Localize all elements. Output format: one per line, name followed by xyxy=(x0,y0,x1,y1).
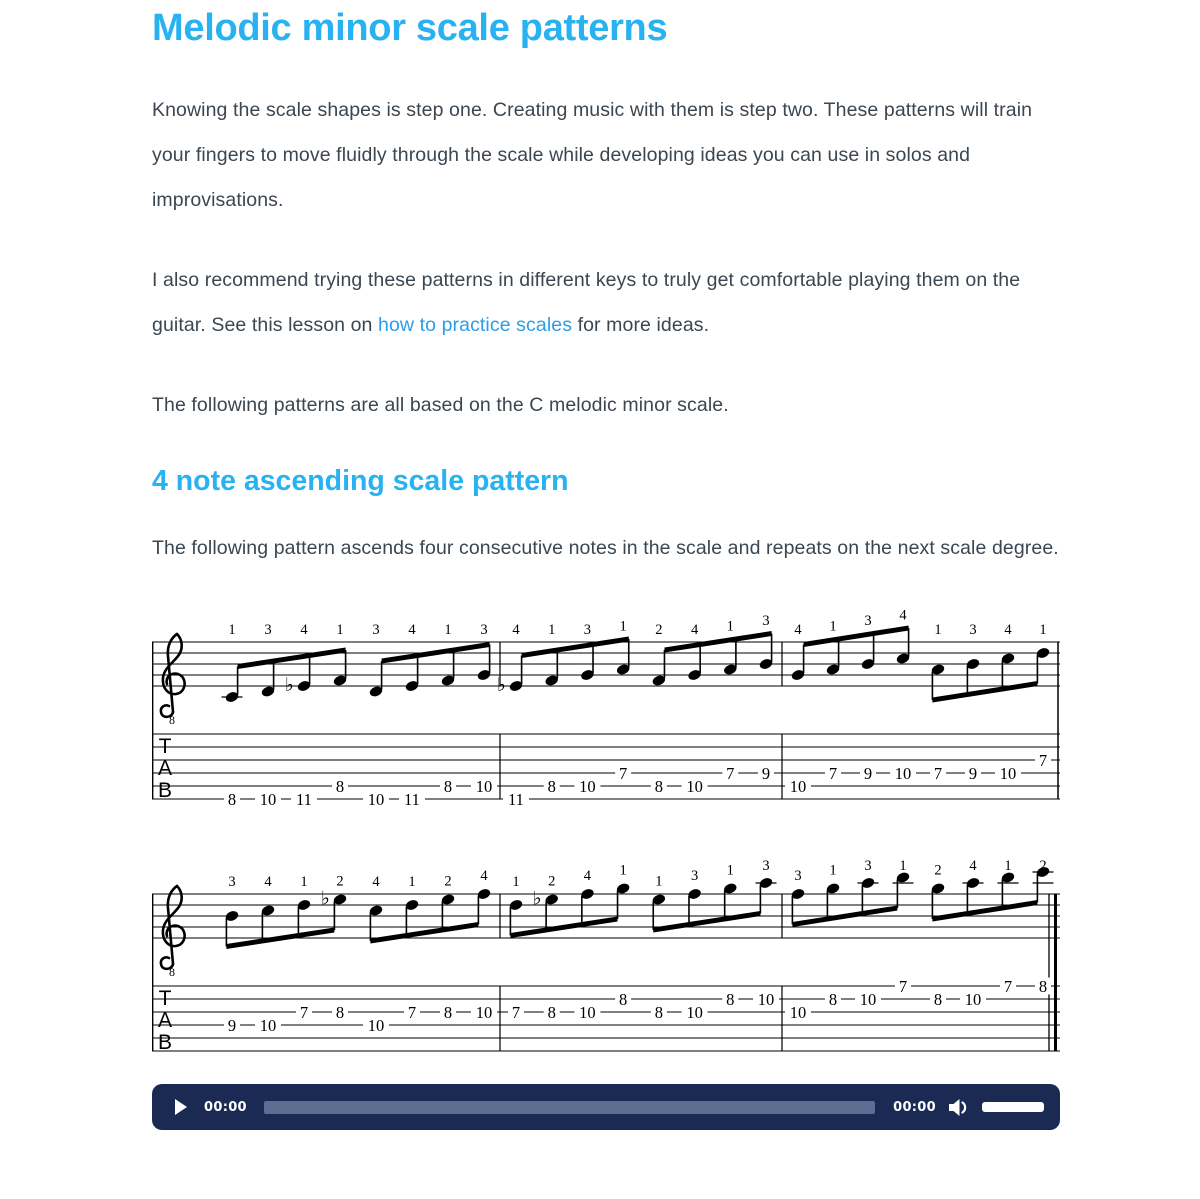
tab-fret-number: 7 xyxy=(299,1002,309,1022)
notation-text: 8 xyxy=(169,965,175,979)
tab-fret-number: 10 xyxy=(964,989,982,1009)
tab-fret-number: 11 xyxy=(508,789,524,809)
tab-fret-number: 10 xyxy=(894,763,912,783)
notation-text: 1 xyxy=(619,862,627,879)
notation-text: 1 xyxy=(1004,858,1012,874)
notation-text: 8 xyxy=(169,713,175,727)
notation-text: 3 xyxy=(762,858,770,874)
tab-fret-number: 7 xyxy=(726,763,735,783)
notation-text: 3 xyxy=(969,622,977,638)
tab-fret-number: 7 xyxy=(828,763,838,783)
elapsed-time: 00:00 xyxy=(204,1099,247,1115)
notation-text: 3 xyxy=(864,858,872,874)
tab-fret-number: 10 xyxy=(475,1002,493,1022)
beam xyxy=(932,681,1037,703)
notation-system-1 xyxy=(152,606,1060,818)
notation-text: 1 xyxy=(655,873,663,890)
notation-text: 2 xyxy=(548,873,556,890)
play-icon xyxy=(174,1098,188,1116)
notation-svg xyxy=(152,858,1060,1065)
tab-fret-number: 10 xyxy=(579,776,596,796)
tab-fret-number: 10 xyxy=(686,776,703,796)
tab-fret-number: 11 xyxy=(404,789,420,809)
notation-text: 4 xyxy=(264,874,272,890)
tab-fret-number: 10 xyxy=(686,1002,703,1022)
tab-fret-number: 7 xyxy=(511,1002,521,1022)
page-title: Melodic minor scale patterns xyxy=(152,7,668,49)
notation-text: 3 xyxy=(864,613,872,629)
tab-fret-number: 10 xyxy=(259,789,277,809)
audio-player xyxy=(152,1084,1060,1130)
tab-fret-number: 7 xyxy=(1003,976,1013,996)
notation-text: 4 xyxy=(899,607,907,624)
notation-text: 2 xyxy=(1039,858,1047,874)
treble-clef-icon xyxy=(163,634,185,712)
beam xyxy=(522,637,629,659)
tab-fret-number: 7 xyxy=(619,763,628,783)
tab-fret-number: 8 xyxy=(443,776,453,796)
intro-paragraph-2 xyxy=(152,258,1060,348)
beam xyxy=(653,911,760,933)
intro-paragraph-1: Knowing the scale shapes is step one. Creating music with them is step two. These patterns will train your fingers to move fluidly through the scale while developing ideas you can use in solos and improvisations. xyxy=(152,99,1033,211)
tab-fret-number: 8 xyxy=(654,1002,663,1022)
tab-fret-number: 10 xyxy=(789,1002,807,1022)
notation-text: 4 xyxy=(969,858,977,874)
practice-scales-link[interactable]: how to practice scales xyxy=(378,314,573,336)
tab-fret-number: 10 xyxy=(367,789,385,809)
tab-fret-number: 9 xyxy=(227,1015,237,1035)
notation-text: 4 xyxy=(372,874,380,890)
notation-text: 3 xyxy=(264,622,272,638)
notation-text: 4 xyxy=(480,868,488,884)
tab-fret-number: 10 xyxy=(859,989,877,1009)
tab-fret-number: 10 xyxy=(367,1015,385,1035)
intro-paragraph-2-after: for more ideas. xyxy=(572,314,710,336)
section-paragraph: The following pattern ascends four consecutive notes in the scale and repeats on the next scale degree. xyxy=(152,537,1059,559)
notation-text: 1 xyxy=(336,622,344,638)
notation-text: 1 xyxy=(228,622,236,638)
notation-text: ♭ xyxy=(321,887,330,910)
notation-text: 1 xyxy=(548,622,556,638)
duration-time: 00:00 xyxy=(893,1099,936,1115)
tab-fret-number: 8 xyxy=(335,776,345,796)
beam xyxy=(804,626,909,648)
tab-fret-number: 9 xyxy=(761,763,771,783)
notation-system-2 xyxy=(152,858,1060,1070)
notation-text: 1 xyxy=(899,858,907,874)
notation-text: 3 xyxy=(690,868,699,884)
tab-fret-number: 8 xyxy=(335,1002,345,1022)
notation-text: 4 xyxy=(512,622,520,638)
speaker-icon xyxy=(949,1098,972,1117)
notation-text: A xyxy=(157,1009,173,1032)
notation-text: 4 xyxy=(690,622,699,638)
seek-bar[interactable] xyxy=(264,1101,875,1114)
notation-text: T xyxy=(158,735,172,758)
notation-text: 3 xyxy=(228,874,236,890)
tab-fret-number: 8 xyxy=(547,1002,556,1022)
tab-fret-number: 8 xyxy=(619,989,628,1009)
volume-icon[interactable] xyxy=(949,1098,972,1117)
tab-fret-number: 7 xyxy=(898,976,908,996)
tab-fret-number: 10 xyxy=(999,763,1017,783)
tab-fret-number: 8 xyxy=(547,776,556,796)
tab-fret-number: 8 xyxy=(227,789,237,809)
notation-text: 4 xyxy=(1004,622,1012,638)
notation-text: 1 xyxy=(408,874,416,890)
beam xyxy=(238,648,346,670)
notation-text: 2 xyxy=(934,862,942,879)
notation-svg xyxy=(152,606,1060,813)
notation-text: 1 xyxy=(829,618,837,635)
notation-text: 3 xyxy=(372,622,380,638)
tab-fret-number: 10 xyxy=(475,776,493,796)
notation-text: 1 xyxy=(726,862,734,879)
tab-fret-number: 10 xyxy=(259,1015,277,1035)
beam xyxy=(932,900,1037,922)
tab-fret-number: 8 xyxy=(726,989,735,1009)
tab-fret-number: 8 xyxy=(443,1002,453,1022)
tab-fret-number: 8 xyxy=(933,989,943,1009)
tab-fret-number: 7 xyxy=(407,1002,417,1022)
tab-fret-number: 7 xyxy=(1038,750,1048,770)
notation-text: 1 xyxy=(934,622,942,638)
notation-text: 4 xyxy=(300,622,308,638)
intro-paragraph-2-before: I also recommend trying these patterns in different keys to truly get comfortable playing them on the guitar. See this lesson on xyxy=(152,269,1021,336)
volume-slider[interactable] xyxy=(982,1102,1044,1112)
notation-text: 2 xyxy=(444,873,452,890)
notation-text: B xyxy=(157,779,173,802)
notation-text: 3 xyxy=(583,622,592,638)
notation-text: ♭ xyxy=(497,674,506,696)
notation-text: B xyxy=(157,1031,173,1054)
play-button[interactable] xyxy=(174,1098,188,1116)
tab-fret-number: 8 xyxy=(828,989,838,1009)
tab-fret-number: 10 xyxy=(789,776,807,796)
notation-text: 1 xyxy=(1039,622,1047,638)
intro-paragraph-3: The following patterns are all based on the C melodic minor scale. xyxy=(152,394,729,416)
tab-fret-number: 9 xyxy=(968,763,978,783)
notation-text: 4 xyxy=(794,622,802,638)
tab-fret-number: 9 xyxy=(863,763,873,783)
notation-text: ♭ xyxy=(285,674,294,696)
tab-fret-number: 11 xyxy=(296,789,312,809)
notation-text: 1 xyxy=(512,874,520,890)
notation-text: ♭ xyxy=(532,887,542,910)
notation-text: 1 xyxy=(300,874,308,890)
treble-clef-icon xyxy=(163,886,185,964)
notation-text: 1 xyxy=(829,862,837,879)
tab-fret-number: 8 xyxy=(654,776,663,796)
notation-text: 1 xyxy=(726,618,734,635)
tab-fret-number: 10 xyxy=(757,989,775,1009)
notation-text: A xyxy=(157,757,173,780)
notation-text: 1 xyxy=(619,618,627,635)
beam xyxy=(370,922,478,944)
notation-text: 3 xyxy=(762,613,770,629)
tab-fret-number: 10 xyxy=(579,1002,596,1022)
notation-text: 4 xyxy=(583,868,592,884)
notation-text: 3 xyxy=(794,868,802,884)
notation-text: 4 xyxy=(408,622,416,638)
notation-text: 3 xyxy=(480,622,488,638)
notation-text: 2 xyxy=(336,873,344,890)
notation-text: 1 xyxy=(444,622,452,638)
tab-fret-number: 7 xyxy=(933,763,943,783)
notation-text: T xyxy=(158,987,172,1010)
notation-text: 2 xyxy=(655,622,663,638)
section-title: 4 note ascending scale pattern xyxy=(152,465,569,497)
tab-fret-number: 8 xyxy=(1038,976,1048,996)
